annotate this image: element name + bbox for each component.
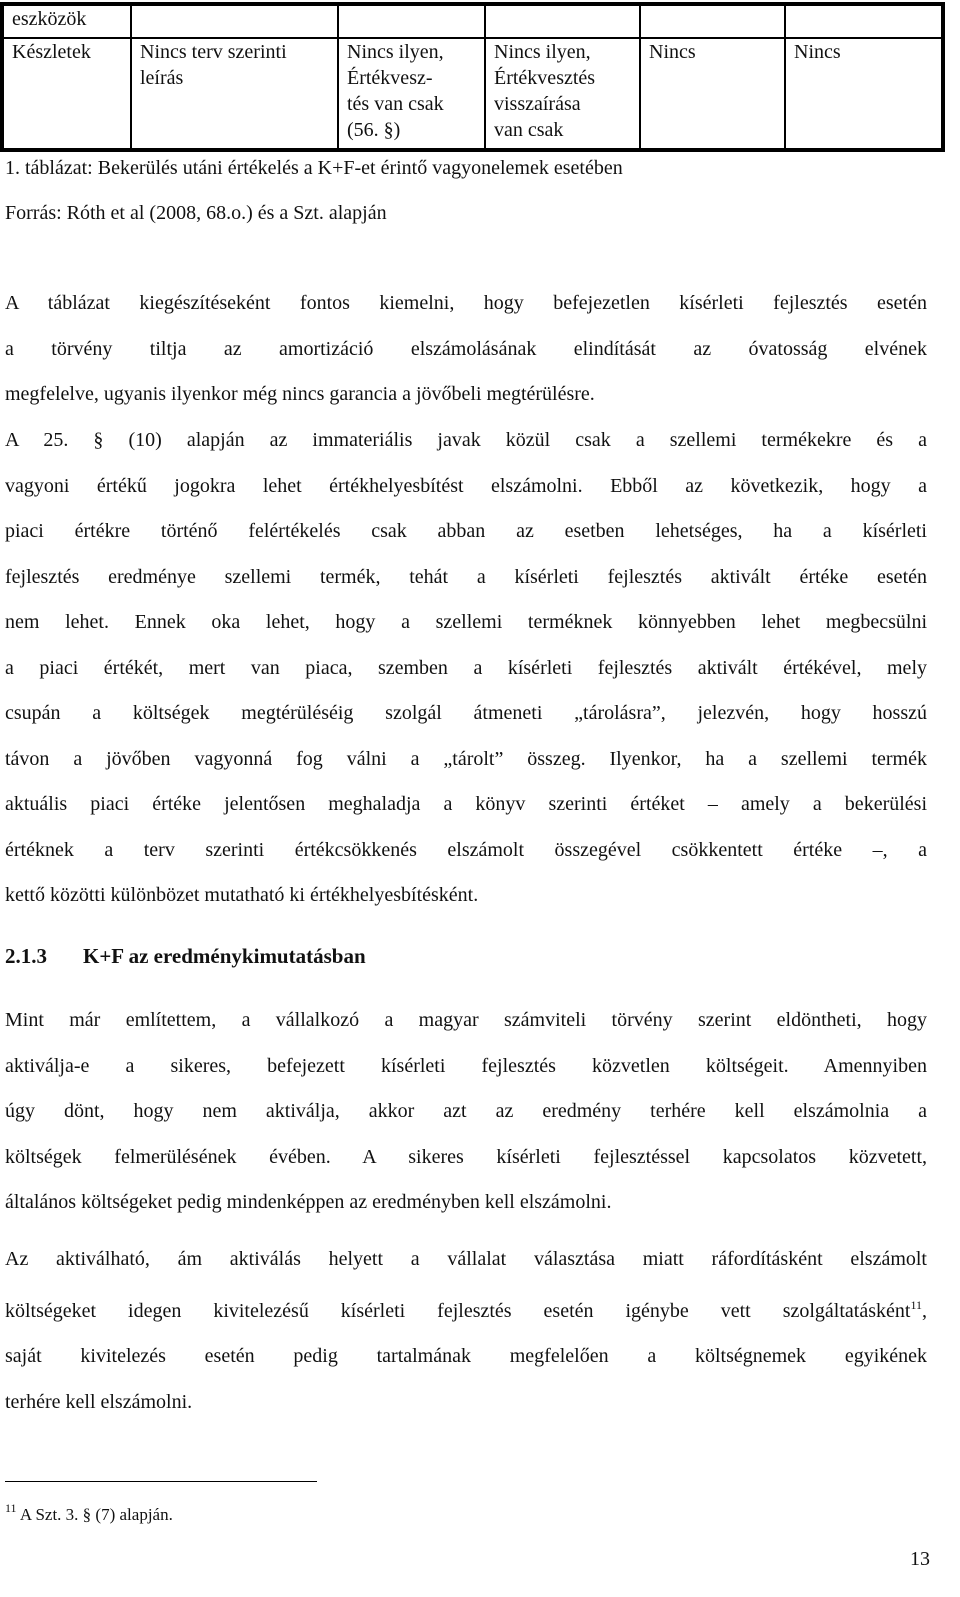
text-line: távon a jövőben vagyonná fog válni a „tárolt” összeg. Ilyenkor, ha a szellemi termék <box>5 747 927 770</box>
table-cell <box>338 5 485 38</box>
footnote-reference[interactable]: 11 <box>910 1297 922 1312</box>
table-cell: Nincs <box>640 38 785 149</box>
text-line: csupán a költségek megtérüléséig szolgál átmeneti „tárolásra”, jelezvén, hogy hosszú <box>5 702 927 724</box>
table-cell: Nincs <box>785 38 942 149</box>
text-line: a törvény tiltja az amortizáció elszámolásának elindítását az óvatosság elvének <box>5 337 927 360</box>
section-heading: 2.1.3 K+F az eredménykimutatásban <box>5 944 366 968</box>
table-caption: 1. táblázat: Bekerülés utáni értékelés a K+F-et érintő vagyonelemek esetében <box>5 157 623 179</box>
paragraph <box>5 1237 927 1425</box>
text-line: fejlesztés eredménye szellemi termék, tehát a kísérleti fejlesztés aktivált értéke esetén <box>5 565 927 588</box>
text-line: aktuális piaci értéke jelentősen meghaladja a könyv szerinti értéket – amely a bekerülési <box>5 793 927 815</box>
text-line: piaci értékre történő felértékelés csak abban az esetben lehetséges, ha a kísérleti <box>5 520 927 542</box>
text-line: értéknek a terv szerinti értékcsökkenés elszámolt összegével csökkentett értéke –, a <box>5 838 927 861</box>
text-line: Az aktiválható, ám aktiválás helyett a vállalat választása miatt ráfordításként elszámolt <box>5 1248 927 1270</box>
text-line: aktiválja-e a sikeres, befejezett kísérleti fejlesztés közvetlen költségeit. Amennyiben <box>5 1054 927 1077</box>
table-cell <box>485 5 640 38</box>
table-row <box>3 38 942 149</box>
table-cell: Nincs ilyen, Értékvesz- tés van csak (56. §) <box>338 38 485 149</box>
text-line: Mint már említettem, a vállalkozó a magyar számviteli törvény szerint eldöntheti, hogy <box>5 1009 927 1031</box>
footnote-divider <box>5 1481 317 1482</box>
text-line: költségek felmerülésének évében. A sikeres kísérleti fejlesztéssel kapcsolatos közvetett, <box>5 1145 927 1168</box>
table-cell: eszközök <box>3 5 131 38</box>
table-source: Forrás: Róth et al (2008, 68.o.) és a Szt. alapján <box>5 202 387 224</box>
page-number: 13 <box>910 1548 930 1570</box>
table-cell <box>785 5 942 38</box>
text-line: A táblázat kiegészítéseként fontos kiemelni, hogy befejezetlen kísérleti fejlesztés esetén <box>5 292 927 314</box>
text-line: saját kivitelezés esetén pedig tartalmának megfelelően a költségnemek egyikének <box>5 1345 927 1367</box>
text-line: megfelelve, ugyanis ilyenkor még nincs garancia a jövőbeli megtérülésre. <box>5 383 595 405</box>
text-line: általános költségeket pedig mindenképpen az eredményben kell elszámolni. <box>5 1191 612 1213</box>
text-line: a piaci értékét, mert van piaca, szemben a kísérleti fejlesztés aktivált értékével, mely <box>5 656 927 679</box>
text-line: A 25. § (10) alapján az immateriális javak közül csak a szellemi termékekre és a <box>5 429 927 451</box>
table-cell: Nincs terv szerinti leírás <box>131 38 338 149</box>
paragraph <box>5 998 927 1226</box>
valuation-table <box>2 4 943 150</box>
paragraph <box>5 418 927 919</box>
text-line: költségeket idegen kivitelezésű kísérleti fejlesztés esetén igénybe vett szolgáltatásként$^{11}$, <box>5 1297 927 1322</box>
table-cell <box>131 5 338 38</box>
table-cell <box>640 5 785 38</box>
paragraph <box>5 281 927 418</box>
text-line: kettő közötti különbözet mutatható ki értékhelyesbítésként. <box>5 884 479 906</box>
text-line: úgy dönt, hogy nem aktiválja, akkor azt az eredmény terhére kell elszámolnia a <box>5 1100 927 1122</box>
text-line: nem lehet. Ennek oka lehet, hogy a szellemi terméknek könnyebben lehet megbecsülni <box>5 611 927 633</box>
table-cell: Nincs ilyen, Értékvesztés visszaírása van csak <box>485 38 640 149</box>
text-line: vagyoni értékű jogokra lehet értékhelyesbítést elszámolni. Ebből az következik, hogy a <box>5 474 927 497</box>
table-row <box>3 5 942 38</box>
table-cell: Készletek <box>3 38 131 149</box>
footnote: $^{11}$ A Szt. 3. § (7) alapján. <box>5 1501 173 1524</box>
text-line: terhére kell elszámolni. <box>5 1390 193 1413</box>
